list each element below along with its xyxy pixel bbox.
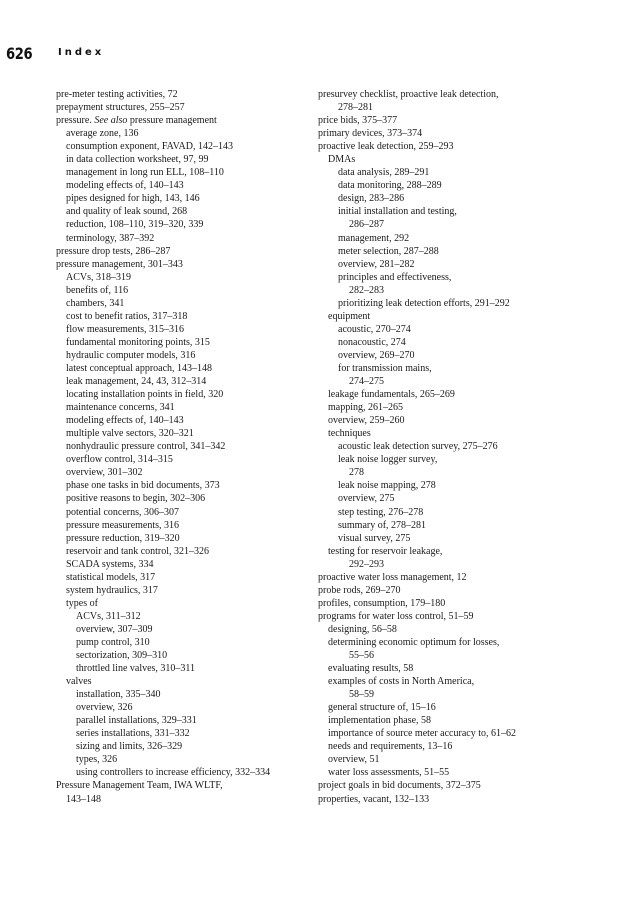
index-entry: series installations, 331–332 (76, 728, 190, 740)
index-entry: summary of, 278–281 (338, 519, 427, 531)
index-entry: flow measurements, 315–316 (66, 323, 185, 335)
index-entry: nonacoustic, 274 (338, 336, 406, 348)
index-entry: pressure reduction, 319–320 (66, 532, 180, 544)
index-entry: pressure. See also pressure management (56, 115, 217, 127)
index-entry: system hydraulics, 317 (66, 584, 158, 596)
index-entry: hydraulic computer models, 316 (66, 349, 196, 361)
index-entry: 278 (349, 467, 364, 479)
index-entry: testing for reservoir leakage, (328, 545, 443, 557)
index-entry: 278–281 (338, 102, 373, 114)
index-column-right (318, 88, 598, 806)
index-entry: mapping, 261–265 (328, 402, 403, 414)
index-entry: fundamental monitoring points, 315 (66, 336, 210, 348)
index-entry: principles and effectiveness, (338, 271, 452, 283)
index-entry: and quality of leak sound, 268 (66, 206, 188, 218)
index-entry: initial installation and testing, (338, 206, 457, 218)
index-entry: overview, 281–282 (338, 258, 415, 270)
index-entry: terminology, 387–392 (66, 232, 155, 244)
index-entry: sectorization, 309–310 (76, 650, 168, 662)
index-entry: reduction, 108–110, 319–320, 339 (66, 219, 204, 231)
index-entry: probe rods, 269–270 (318, 584, 401, 596)
index-entry: management, 292 (338, 232, 410, 244)
index-entry: 292–293 (349, 558, 384, 570)
index-entry: 55–56 (349, 650, 374, 662)
index-entry: installation, 335–340 (76, 689, 161, 701)
index-entry: design, 283–286 (338, 193, 405, 205)
index-entry: proactive leak detection, 259–293 (318, 141, 454, 153)
index-entry: visual survey, 275 (338, 532, 411, 544)
index-entry: phase one tasks in bid documents, 373 (66, 480, 220, 492)
section-title: Index (58, 47, 105, 58)
index-entry: throttled line valves, 310–311 (76, 663, 196, 675)
index-entry: valves (66, 676, 92, 688)
index-entry: types of (66, 597, 98, 609)
index-entry: overview, 301–302 (66, 467, 143, 479)
index-entry: evaluating results, 58 (328, 663, 414, 675)
index-entry: overview, 269–270 (338, 349, 415, 361)
index-entry: leak noise mapping, 278 (338, 480, 436, 492)
index-entry: sizing and limits, 326–329 (76, 741, 183, 753)
index-entry: reservoir and tank control, 321–326 (66, 545, 210, 557)
index-entry: pre-meter testing activities, 72 (56, 89, 178, 100)
index-entry: designing, 56–58 (328, 623, 397, 635)
index-entry: pump control, 310 (76, 636, 150, 648)
index-entry: latest conceptual approach, 143–148 (66, 362, 213, 374)
index-entry: leak management, 24, 43, 312–314 (66, 376, 207, 388)
index-entry: for transmission mains, (338, 362, 432, 374)
index-entry: water loss assessments, 51–55 (328, 767, 450, 779)
index-entry: 282–283 (349, 284, 384, 296)
index-entry: techniques (328, 428, 371, 440)
index-column-left (56, 88, 306, 806)
index-entry: data analysis, 289–291 (338, 167, 430, 179)
index-entry: general structure of, 15–16 (328, 702, 436, 714)
index-entry: consumption exponent, FAVAD, 142–143 (66, 141, 233, 153)
index-entry: primary devices, 373–374 (318, 128, 423, 140)
index-entry: needs and requirements, 13–16 (328, 741, 453, 753)
index-entry: overview, 326 (76, 702, 133, 714)
index-entry: 143–148 (66, 793, 101, 805)
index-entry: prepayment structures, 255–257 (56, 102, 185, 114)
index-entry: prioritizing leak detection efforts, 291–292 (338, 297, 510, 309)
index-entry: overview, 307–309 (76, 623, 153, 635)
index-entry: ACVs, 318–319 (66, 271, 132, 283)
index-entry: Pressure Management Team, IWA WLTF, (56, 780, 223, 792)
index-entry: overflow control, 314–315 (66, 454, 173, 466)
index-entry: project goals in bid documents, 372–375 (318, 780, 481, 792)
index-entry: meter selection, 287–288 (338, 245, 439, 257)
index-entry: 58–59 (349, 689, 374, 701)
index-entry: positive reasons to begin, 302–306 (66, 493, 206, 505)
index-entry: overview, 275 (338, 493, 395, 505)
index-entry: pressure drop tests, 286–287 (56, 245, 171, 257)
index-entry: parallel installations, 329–331 (76, 715, 197, 727)
index-entry: profiles, consumption, 179–180 (318, 597, 446, 609)
index-entry: importance of source meter accuracy to, 61–62 (328, 728, 516, 740)
index-entry: proactive water loss management, 12 (318, 571, 467, 583)
index-entry: acoustic leak detection survey, 275–276 (338, 441, 498, 453)
index-entry: cost to benefit ratios, 317–318 (66, 310, 188, 322)
index-entry: using controllers to increase efficiency, 332–334 (76, 767, 271, 779)
index-entry: overview, 51 (328, 754, 380, 766)
index-entry: pressure measurements, 316 (66, 519, 180, 531)
index-entry: maintenance concerns, 341 (66, 402, 175, 414)
index-entry: 274–275 (349, 376, 384, 388)
index-entry: multiple valve sectors, 320–321 (66, 428, 194, 440)
index-entry: data monitoring, 288–289 (338, 180, 442, 192)
index-entry: locating installation points in field, 320 (66, 389, 224, 401)
index-entry: leakage fundamentals, 265–269 (328, 389, 455, 401)
index-entry: pressure management, 301–343 (56, 258, 183, 270)
index-entry: management in long run ELL, 108–110 (66, 167, 224, 179)
index-entry: potential concerns, 306–307 (66, 506, 180, 518)
index-entry: DMAs (328, 154, 356, 166)
index-entry: step testing, 276–278 (338, 506, 424, 518)
index-entry: programs for water loss control, 51–59 (318, 610, 474, 622)
index-entry: SCADA systems, 334 (66, 558, 154, 570)
index-entry: examples of costs in North America, (328, 676, 475, 688)
index-entry: modeling effects of, 140–143 (66, 180, 184, 192)
index-entry: ACVs, 311–312 (76, 610, 141, 622)
index-entry: 286–287 (349, 219, 384, 231)
index-entry: average zone, 136 (66, 128, 139, 140)
index-entry: overview, 259–260 (328, 415, 405, 427)
index-entry: price bids, 375–377 (318, 115, 398, 127)
index-entry: benefits of, 116 (66, 284, 129, 296)
index-entry: leak noise logger survey, (338, 454, 438, 466)
index-entry: types, 326 (76, 754, 118, 766)
index-entry: pipes designed for high, 143, 146 (66, 193, 200, 205)
index-entry: implementation phase, 58 (328, 715, 432, 727)
page-number: 626 (6, 44, 33, 63)
index-entry: nonhydraulic pressure control, 341–342 (66, 441, 226, 453)
index-entry: presurvey checklist, proactive leak detection, (318, 89, 499, 100)
index-entry: acoustic, 270–274 (338, 323, 411, 335)
index-entry: modeling effects of, 140–143 (66, 415, 184, 427)
index-entry: in data collection worksheet, 97, 99 (66, 154, 209, 166)
index-entry: chambers, 341 (66, 297, 125, 309)
index-entry: equipment (328, 310, 371, 322)
index-entry: determining economic optimum for losses, (328, 636, 500, 648)
index-entry: statistical models, 317 (66, 571, 156, 583)
index-entry: properties, vacant, 132–133 (318, 793, 430, 805)
